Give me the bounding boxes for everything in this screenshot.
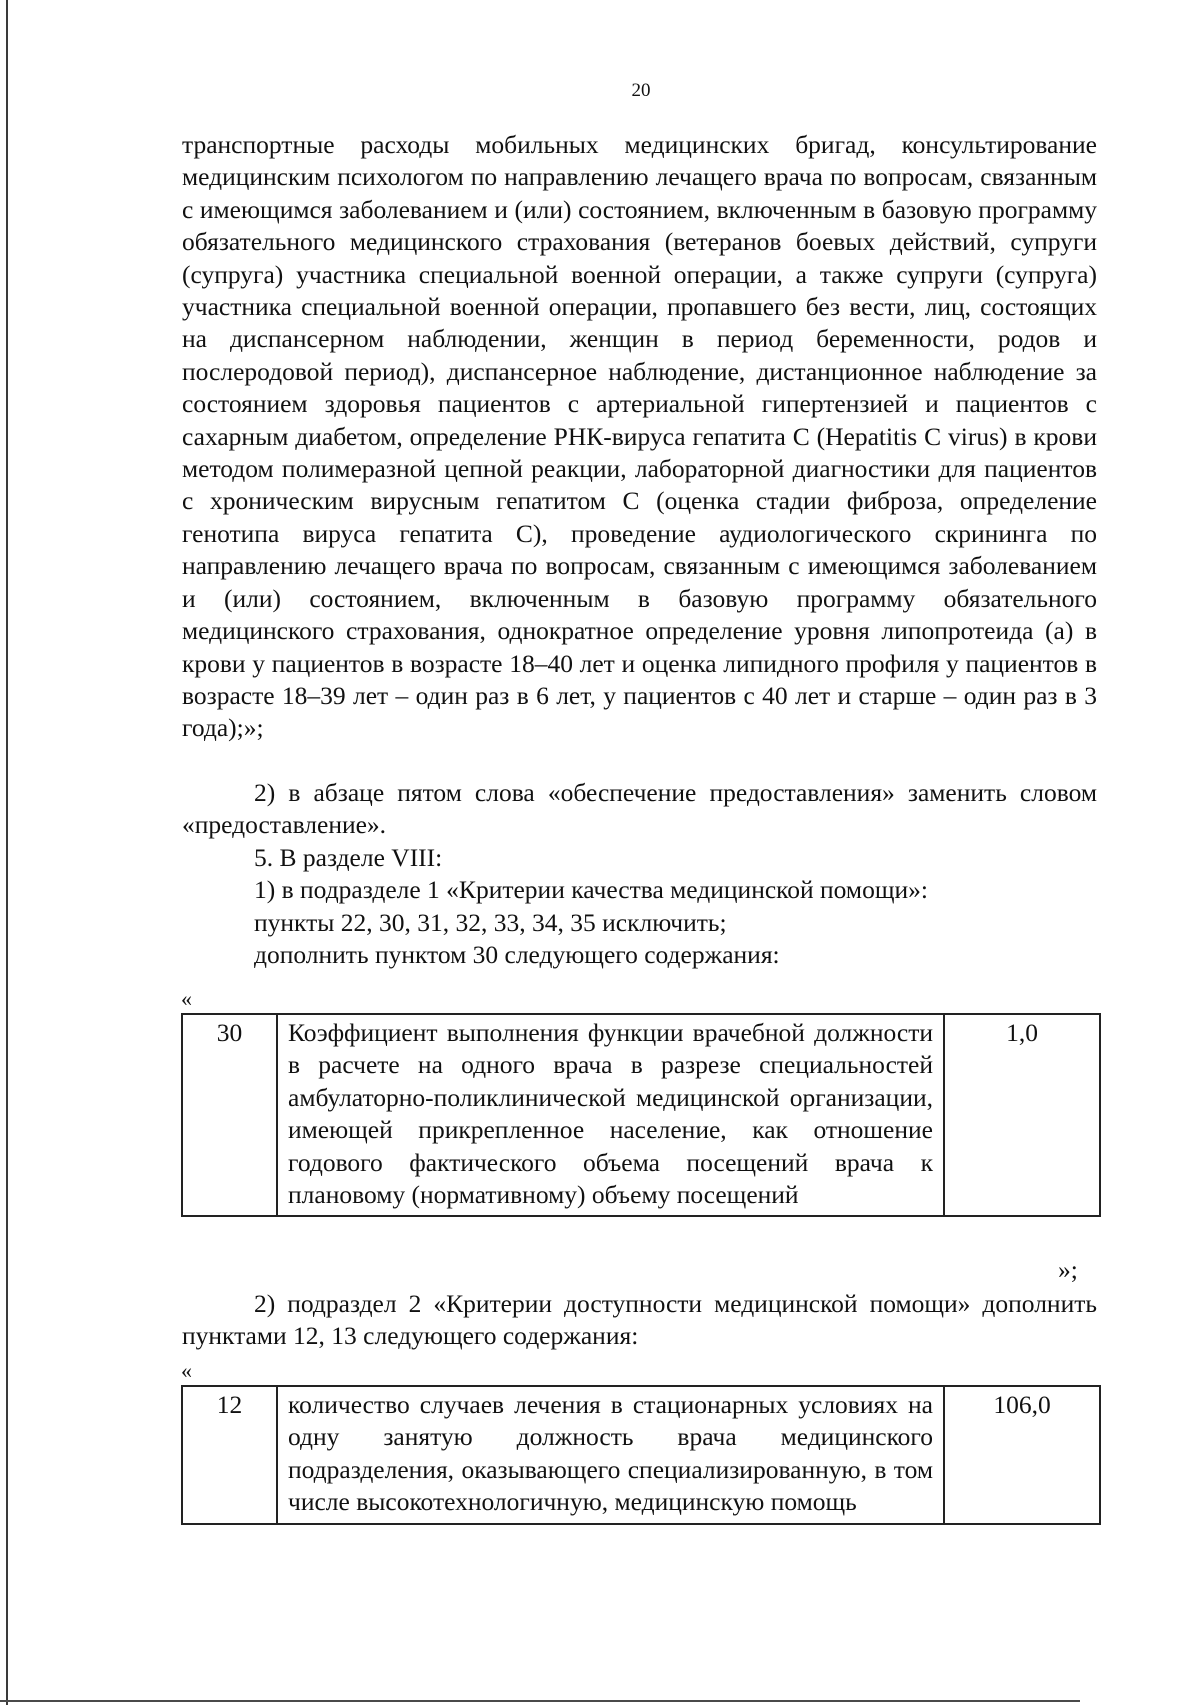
table-row (182, 1386, 1100, 1524)
table-row (182, 1014, 1100, 1216)
scan-left-edge (6, 0, 8, 1705)
criterion-value: 1,0 (944, 1014, 1100, 1216)
criterion-text: количество случаев лечения в стационарных условиях на одну занятую должность врача медицинского подразделения, оказывающего специализированную, в том числе высокотехнологичную, медицинскую помощь (277, 1386, 944, 1524)
amendments-block (182, 777, 1097, 971)
section-5-heading: 5. В разделе VIII: (254, 842, 443, 872)
criterion-number: 12 (182, 1386, 277, 1524)
add-point-intro: дополнить пунктом 30 следующего содержания: (254, 940, 780, 970)
scan-bottom-edge (0, 1700, 1080, 1702)
criterion-value: 106,0 (944, 1386, 1100, 1524)
subsection-1-intro: 1) в подразделе 1 «Критерии качества медицинской помощи»: (254, 875, 928, 905)
page-number: 20 (631, 80, 651, 101)
intro-paragraph: транспортные расходы мобильных медицинских бригад, консультирование медицинским психологом по направлению лечащего врача по вопросам, связанным с имеющимся заболеванием и (или) состоянием, включенным в базовую программу обязательного медицинского страхования (ветеранов боевых действий, супруги (супруга) участника специальной военной операции, а также супруги (супруга) участника специальной военной операции, пропавшего без вести, лиц, состоящих на диспансерном наблюдении, женщин в период беременности, родов и послеродовой период), диспансерное наблюдение, дистанционное наблюдение за состоянием здоровья пациентов с артериальной гипертензией и пациентов с сахарным диабетом, определение РНК-вируса гепатита C (Hepatitis C virus) в крови методом полимеразной цепной реакции, лабораторной диагностики для пациентов с хроническим вирусным гепатитом C (оценка стадии фиброза, определение генотипа вируса гепатита C), проведение аудиологического скрининга по направлению лечащего врача по вопросам, связанным с имеющимся заболеванием и (или) состоянием, включенным в базовую программу обязательного медицинского страхования, однократное определение уровня липопротеида (а) в крови у пациентов в возрасте 18–40 лет и оценка липидного профиля у пациентов в возрасте 18–39 лет – один раз в 6 лет, у пациентов с 40 лет и старше – один раз в 3 года);»; (182, 130, 1097, 743)
criterion-number: 30 (182, 1014, 277, 1216)
exclude-points: пункты 22, 30, 31, 32, 33, 34, 35 исключить; (254, 907, 727, 937)
quality-criteria-table (181, 1013, 1101, 1217)
criterion-text: Коэффициент выполнения функции врачебной должности в расчете на одного врача в разрезе специальностей амбулаторно-поликлинической медицинской организации, имеющей прикрепленное население, как отношение годового фактического объема посещений врача к плановому (нормативному) объему посещений (277, 1014, 944, 1216)
item-2-amendment: 2) в абзаце пятом слова «обеспечение предоставления» заменить словом «предоставление». (182, 778, 1097, 840)
open-quote-1: « (181, 986, 192, 1011)
subsection-2-intro: 2) подраздел 2 «Критерии доступности медицинской помощи» дополнить пунктами 12, 13 следующего содержания: (182, 1289, 1097, 1351)
close-quote-1: »; (1058, 1255, 1078, 1284)
access-criteria-table (181, 1385, 1101, 1525)
open-quote-2: « (181, 1358, 192, 1383)
